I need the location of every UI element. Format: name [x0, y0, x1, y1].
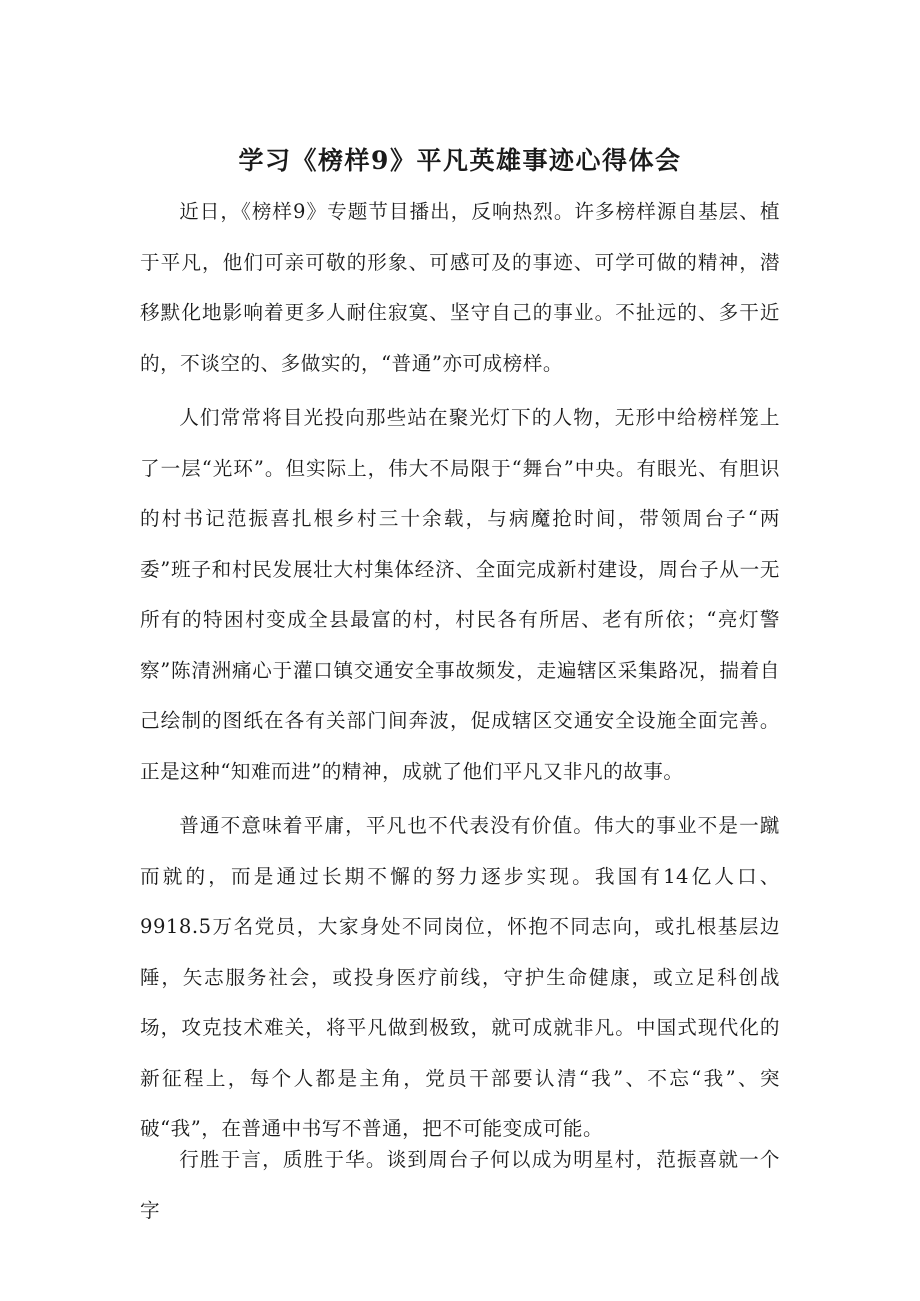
paragraph-2: 人们常常将目光投向那些站在聚光灯下的人物，无形中给榜样笼上了一层“光环”。但实际上，伟大不局限于“舞台”中央。有眼光、有胆识的村书记范振喜扎根乡村三十余载，与病魔抢时间，带领周台子“两委”班子和村民发展壮大村集体经济、全面完成新村建设，周台子从一无所有的特困村变成全县最富的村，村民各有所居、老有所依；“亮灯警察”陈清洲痛心于灌口镇交通安全事故频发，走遍辖区采集路况，揣着自己绘制的图纸在各有关部门间奔波，促成辖区交通安全设施全面完善。正是这种“知难而进”的精神，成就了他们平凡又非凡的故事。 [140, 406, 780, 783]
paragraph-4: 行胜于言，质胜于华。谈到周台子何以成为明星村，范振喜就一个字 [140, 1148, 780, 1222]
document-title: 学习《榜样9》平凡英雄事迹心得体会 [238, 145, 682, 175]
paragraph-3: 普通不意味着平庸，平凡也不代表没有价值。伟大的事业不是一蹴而就的，而是通过长期不懈的努力逐步实现。我国有14亿人口、9918.5万名党员，大家身处不同岗位，怀抱不同志向，或扎根基层边陲，矢志服务社会，或投身医疗前线，守护生命健康，或立足科创战场，攻克技术难关，将平凡做到极致，就可成就非凡。中国式现代化的新征程上，每个人都是主角，党员干部要认清“我”、不忘“我”、突破“我”，在普通中书写不普通，把不可能变成可能。 [140, 814, 780, 1140]
paragraph-1: 近日，《榜样9》专题节目播出，反响热烈。许多榜样源自基层、植于平凡，他们可亲可敬的形象、可感可及的事迹、可学可做的精神，潜移默化地影响着更多人耐住寂寞、坚守自己的事业。不扯远的、多干近的，不谈空的、多做实的，“普通”亦可成榜样。 [140, 200, 780, 375]
